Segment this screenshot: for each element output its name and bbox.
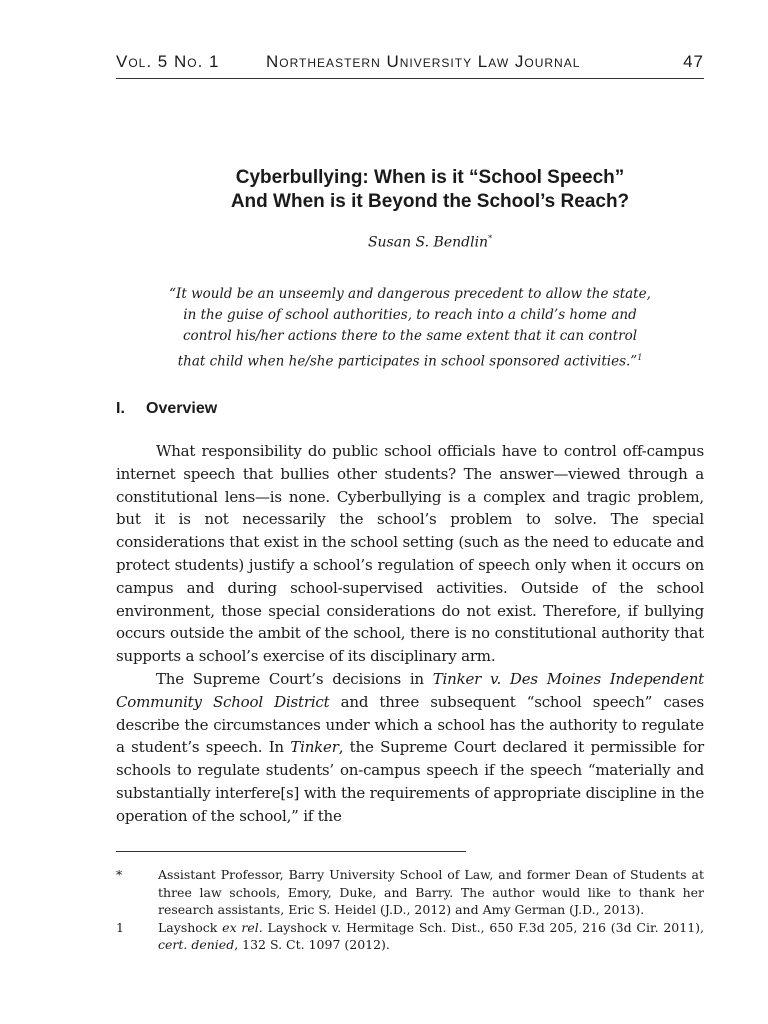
epigraph-line: that child when he/she participates in school sponsored activities.”$^1$: [177, 353, 643, 370]
article-title: [116, 166, 756, 214]
header-rule: [116, 78, 704, 79]
page-number: 47: [683, 52, 704, 71]
running-header: [116, 52, 704, 78]
section-title: Overview: [146, 400, 218, 417]
author-name: Susan S. Bendlin: [367, 234, 489, 251]
case-name-tinker: Tinker: [290, 738, 339, 757]
title-line-2: And When is it Beyond the School’s Reach?: [230, 191, 630, 212]
epigraph-line: “It would be an unseemly and dangerous precedent to allow the state,: [169, 286, 651, 302]
footnote-star: [116, 866, 704, 919]
footnote-mark: 1: [116, 919, 124, 935]
footnote-1: 1 Layshock ex rel. Layshock v. Hermitage Sch. Dist., 650 F.3d 205, 216 (3d Cir. 2011), cert. denied, 132 S. Ct. 1097 (2012).: [116, 919, 704, 952]
footnote-text: Assistant Professor, Barry University School of Law, and former Dean of Students at three law schools, Emory, Duke, and Barry. The author would like to thank her research assistants, Eric S. Heidel (J.D., 2012) and Amy German (J.D., 2013).: [158, 867, 704, 917]
footnotes: [116, 866, 704, 954]
body-paragraph-1: What responsibility do public school officials have to control off-campus internet speech that bullies other students? The answer—viewed through a constitutional lens—is none. Cyberbullying is a complex and tragic problem, but it is not necessarily the school’s problem to solve. The special considerations that exist in the school setting (such as the need to educate and protect students) justify a school’s regulation of speech only when it occurs on campus and during school-supervised activities. Outside of the school environment, those special considerations do not exist. Therefore, if bullying occurs outside the ambit of the school, there is no constitutional authority that supports a school’s exercise of its disciplinary arm.: [116, 442, 704, 666]
title-line-1: Cyberbullying: When is it “School Speech”: [235, 167, 625, 188]
section-number: I.: [116, 400, 125, 417]
footnote-mark: *: [116, 867, 123, 882]
author-byline: [116, 234, 744, 251]
journal-name: Northeastern University Law Journal: [266, 52, 581, 71]
body-paragraph-2: The Supreme Court’s decisions in Tinker v. Des Moines Independent Community School District and three subsequent “school speech” cases describe the circumstances under which a school has the authority to regulate a student’s speech. In Tinker, the Supreme Court declared it permissible for schools to regulate students’ on-campus speech if the speech “materially and substantially interfere[s] with the requirements of appropriate discipline in the operation of the school,” if the: [116, 669, 704, 825]
author-footnote-mark[interactable]: *: [488, 234, 493, 243]
body-text: [116, 440, 704, 828]
footnote-rule: [116, 851, 466, 852]
volume-label: Vol. 5 No. 1: [116, 52, 220, 71]
section-heading: [116, 400, 704, 418]
epigraph-footnote-mark[interactable]: 1: [637, 353, 643, 362]
epigraph-quote: [150, 284, 670, 373]
epigraph-line: in the guise of school authorities, to reach into a child’s home and: [183, 307, 637, 323]
case-name-tinker-full: Tinker v. Des Moines Independent Community School District: [116, 669, 704, 711]
epigraph-line: control his/her actions there to the same extent that it can control: [182, 328, 638, 344]
